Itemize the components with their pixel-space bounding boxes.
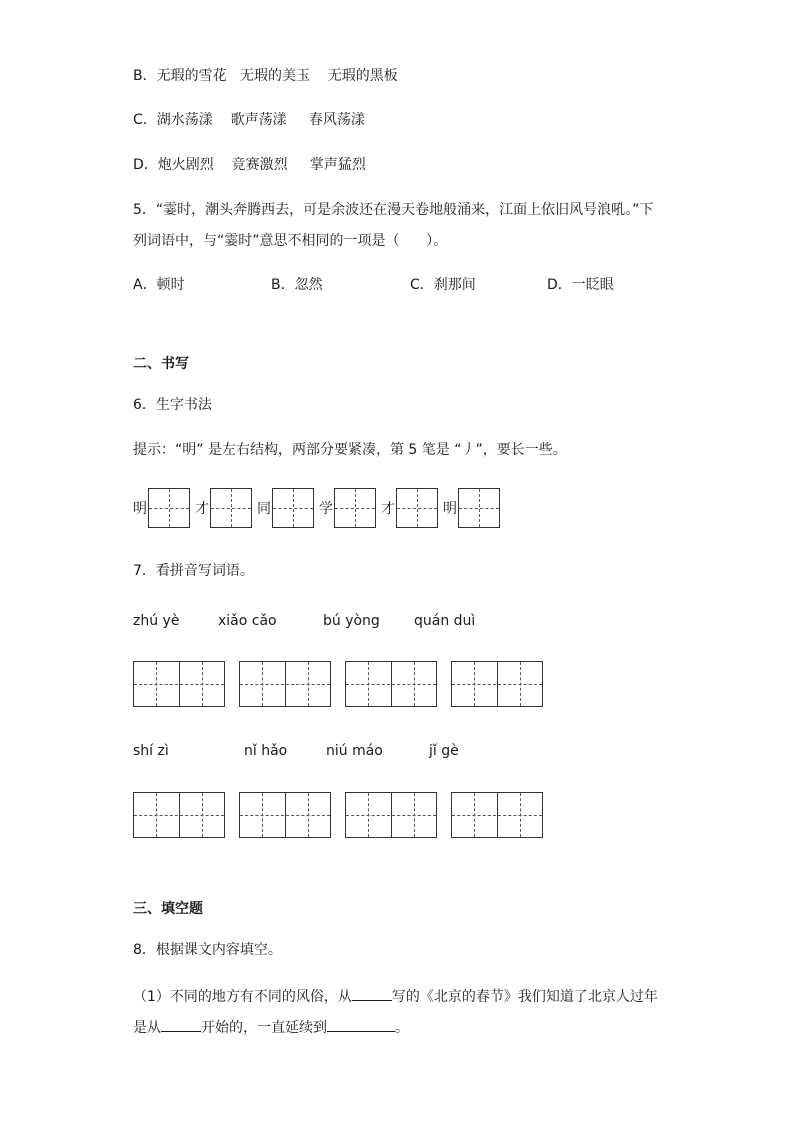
pinyin-label: xiǎo cǎo bbox=[218, 613, 277, 629]
tianzi-grid[interactable] bbox=[272, 488, 314, 528]
q8-part1-line1 bbox=[133, 985, 658, 1007]
q8-title: 8．根据课文内容填空。 bbox=[133, 942, 282, 958]
q6-char: 明 bbox=[443, 501, 457, 517]
q6-char: 学 bbox=[319, 501, 333, 517]
pinyin-label: shí zì bbox=[133, 743, 169, 759]
pinyin-label: zhú yè bbox=[133, 613, 180, 629]
q5-option-b: B．忽然 bbox=[271, 277, 323, 293]
q6-char: 同 bbox=[257, 501, 271, 517]
tianzi-grid[interactable] bbox=[458, 488, 500, 528]
writing-grid[interactable] bbox=[451, 661, 543, 707]
writing-grid[interactable] bbox=[451, 792, 543, 838]
tianzi-grid[interactable] bbox=[148, 488, 190, 528]
q8-part1-line2 bbox=[133, 1016, 409, 1038]
q5-option-d: D．一眨眼 bbox=[547, 277, 614, 293]
q8-text: 写的《北京的春节》我们知道了北京人过年 bbox=[391, 989, 658, 1005]
q5-stem-line2: 列词语中，与“霎时”意思不相同的一项是（ ）。 bbox=[133, 233, 448, 249]
answer-blank[interactable] bbox=[327, 1016, 395, 1032]
writing-grid[interactable] bbox=[239, 661, 331, 707]
q8-text: （1）不同的地方有不同的风俗，从 bbox=[133, 989, 352, 1005]
q8-text: 是从 bbox=[133, 1020, 161, 1036]
q8-text: 。 bbox=[395, 1020, 409, 1036]
answer-blank[interactable] bbox=[161, 1016, 201, 1032]
writing-grid[interactable] bbox=[345, 792, 437, 838]
writing-grid[interactable] bbox=[345, 661, 437, 707]
pinyin-label: nǐ hǎo bbox=[244, 743, 288, 759]
pinyin-label: jǐ gè bbox=[429, 743, 459, 759]
tianzi-grid[interactable] bbox=[334, 488, 376, 528]
writing-grid[interactable] bbox=[133, 661, 225, 707]
q7-title: 7．看拼音写词语。 bbox=[133, 563, 254, 579]
q6-char: 才 bbox=[195, 501, 209, 517]
tianzi-grid[interactable] bbox=[396, 488, 438, 528]
q5-stem-line1: 5．“霎时，潮头奔腾西去，可是余波还在漫天卷地般涌来，江面上依旧风号浪吼。”下 bbox=[133, 202, 654, 218]
pinyin-label: bú yòng bbox=[323, 613, 380, 629]
q8-text: 开始的，一直延续到 bbox=[201, 1020, 327, 1036]
q5-option-c: C．刹那间 bbox=[410, 277, 476, 293]
q6-char: 才 bbox=[381, 501, 395, 517]
tianzi-grid[interactable] bbox=[210, 488, 252, 528]
q5-option-a: A．顿时 bbox=[133, 277, 185, 293]
writing-grid[interactable] bbox=[239, 792, 331, 838]
q6-char: 明 bbox=[133, 501, 147, 517]
q6-hint: 提示：“明” 是左右结构，两部分要紧凑，第 5 笔是 “丿”，要长一些。 bbox=[133, 442, 567, 458]
q6-title: 6．生字书法 bbox=[133, 397, 212, 413]
q4-option-d: D．炮火剧烈 竞赛激烈 掌声猛烈 bbox=[133, 157, 366, 173]
writing-grid[interactable] bbox=[133, 792, 225, 838]
pinyin-label: niú máo bbox=[326, 743, 383, 759]
q4-option-b: B．无瑕的雪花 无瑕的美玉 无瑕的黑板 bbox=[133, 68, 398, 84]
section3-title: 三、填空题 bbox=[133, 901, 203, 917]
answer-blank[interactable] bbox=[352, 985, 392, 1001]
section2-title: 二、书写 bbox=[133, 356, 189, 372]
q4-option-c: C．湖水荡漾 歌声荡漾 春风荡漾 bbox=[133, 112, 365, 128]
pinyin-label: quán duì bbox=[414, 613, 476, 629]
